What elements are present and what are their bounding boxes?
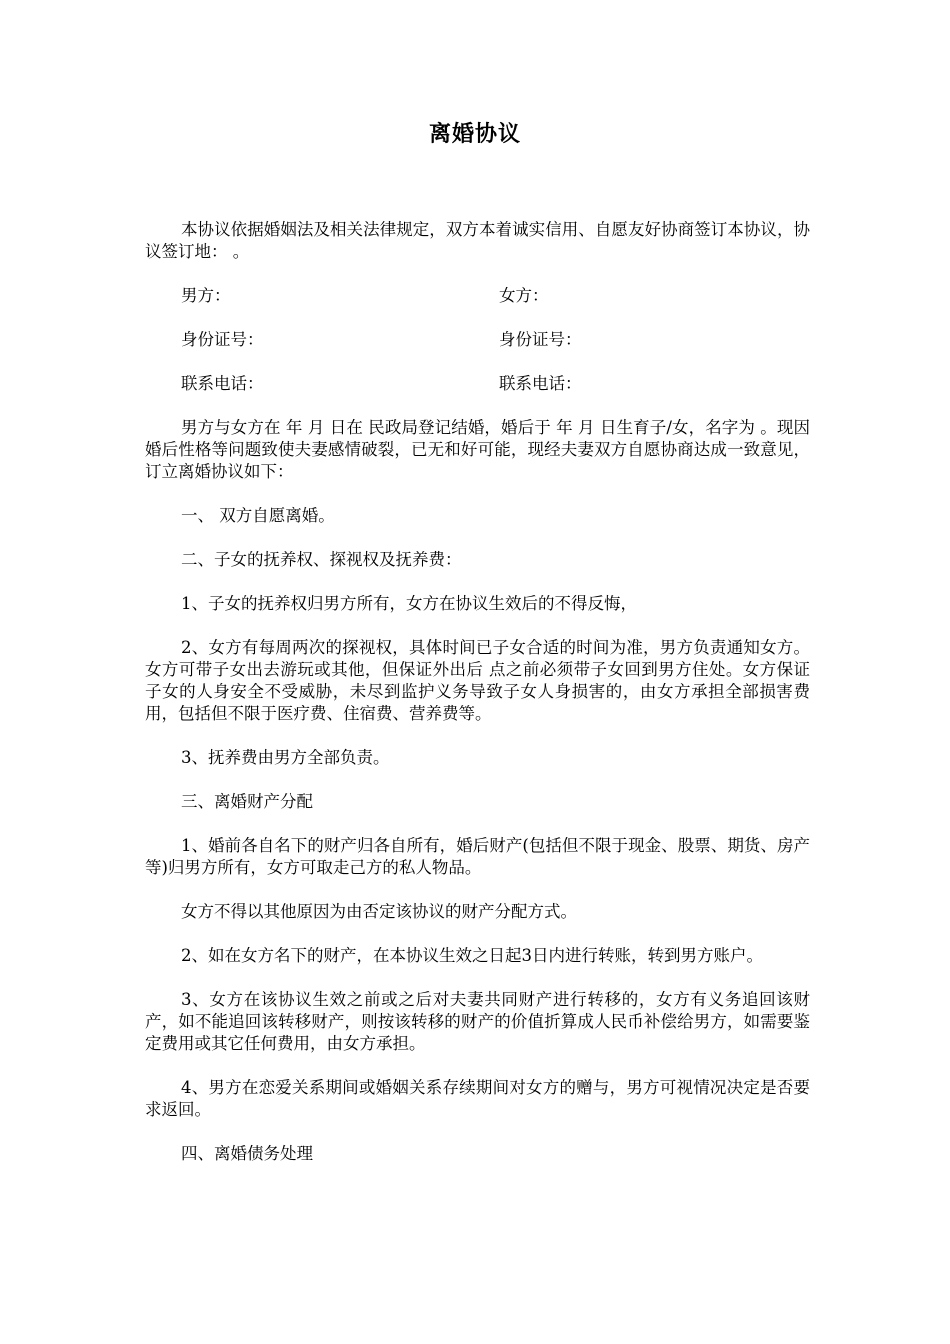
- section-3-note: 女方不得以其他原因为由否定该协议的财产分配方式。: [181, 902, 577, 921]
- section-2-item-1: 1、子女的抚养权归男方所有，女方在协议生效后的不得反悔，: [181, 594, 637, 613]
- section-3-item-1: 1、婚前各自名下的财产归各自所有，婚后财产(包括但不限于现金、股票、期货、房产等)归男方所有，女方可取走己方的私人物品。: [145, 836, 810, 877]
- intro-paragraph: 本协议依据婚姻法及相关法律规定，双方本着诚实信用、自愿友好协商签订本协议，协议签订地： 。: [145, 220, 810, 261]
- section-1: 一、 双方自愿离婚。: [181, 506, 335, 525]
- female-id-label: 身份证号：: [499, 330, 582, 349]
- female-phone-label: 联系电话：: [499, 374, 582, 393]
- section-3-item-4: 4、男方在恋爱关系期间或婚姻关系存续期间对女方的赠与，男方可视情况决定是否要求返回。: [145, 1078, 810, 1119]
- party-names-row: [145, 285, 810, 307]
- document-body: [145, 219, 810, 1187]
- background-paragraph: 男方与女方在 年 月 日在 民政局登记结婚，婚后于 年 月 日生育子/女，名字为 。现因婚后性格等问题致使夫妻感情破裂，已无和好可能，现经夫妻双方自愿协商达成一致意见，订立离婚协议如下：: [145, 418, 810, 481]
- section-2-item-3: 3、抚养费由男方全部负责。: [181, 748, 390, 767]
- party-id-row: [145, 329, 810, 351]
- male-name-label: 男方：: [181, 286, 231, 305]
- section-4-heading: 四、离婚债务处理: [181, 1144, 313, 1163]
- male-id-label: 身份证号：: [181, 330, 264, 349]
- section-2-item-2: 2、女方有每周两次的探视权，具体时间已子女合适的时间为准，男方负责通知女方。女方可带子女出去游玩或其他，但保证外出后 点之前必须带子女回到男方住处。女方保证子女的人身安全不受威胁，未尽到监护义务导致子女人身损害的，由女方承担全部损害费用，包括但不限于医疗费、住宿费、营养费等。: [145, 638, 810, 723]
- section-3-item-2: 2、如在女方名下的财产，在本协议生效之日起3日内进行转账，转到男方账户。: [181, 946, 763, 965]
- female-name-label: 女方：: [499, 286, 549, 305]
- male-phone-label: 联系电话：: [181, 374, 264, 393]
- document-title: 离婚协议: [428, 121, 521, 147]
- section-3-item-3: 3、女方在该协议生效之前或之后对夫妻共同财产进行转移的，女方有义务追回该财产，如不能追回该转移财产，则按该转移的财产的价值折算成人民币补偿给男方，如需要鉴定费用或其它任何费用，由女方承担。: [145, 990, 810, 1053]
- section-3-heading: 三、离婚财产分配: [181, 792, 313, 811]
- section-2-heading: 二、子女的抚养权、探视权及抚养费：: [181, 550, 462, 569]
- party-phone-row: [145, 373, 810, 395]
